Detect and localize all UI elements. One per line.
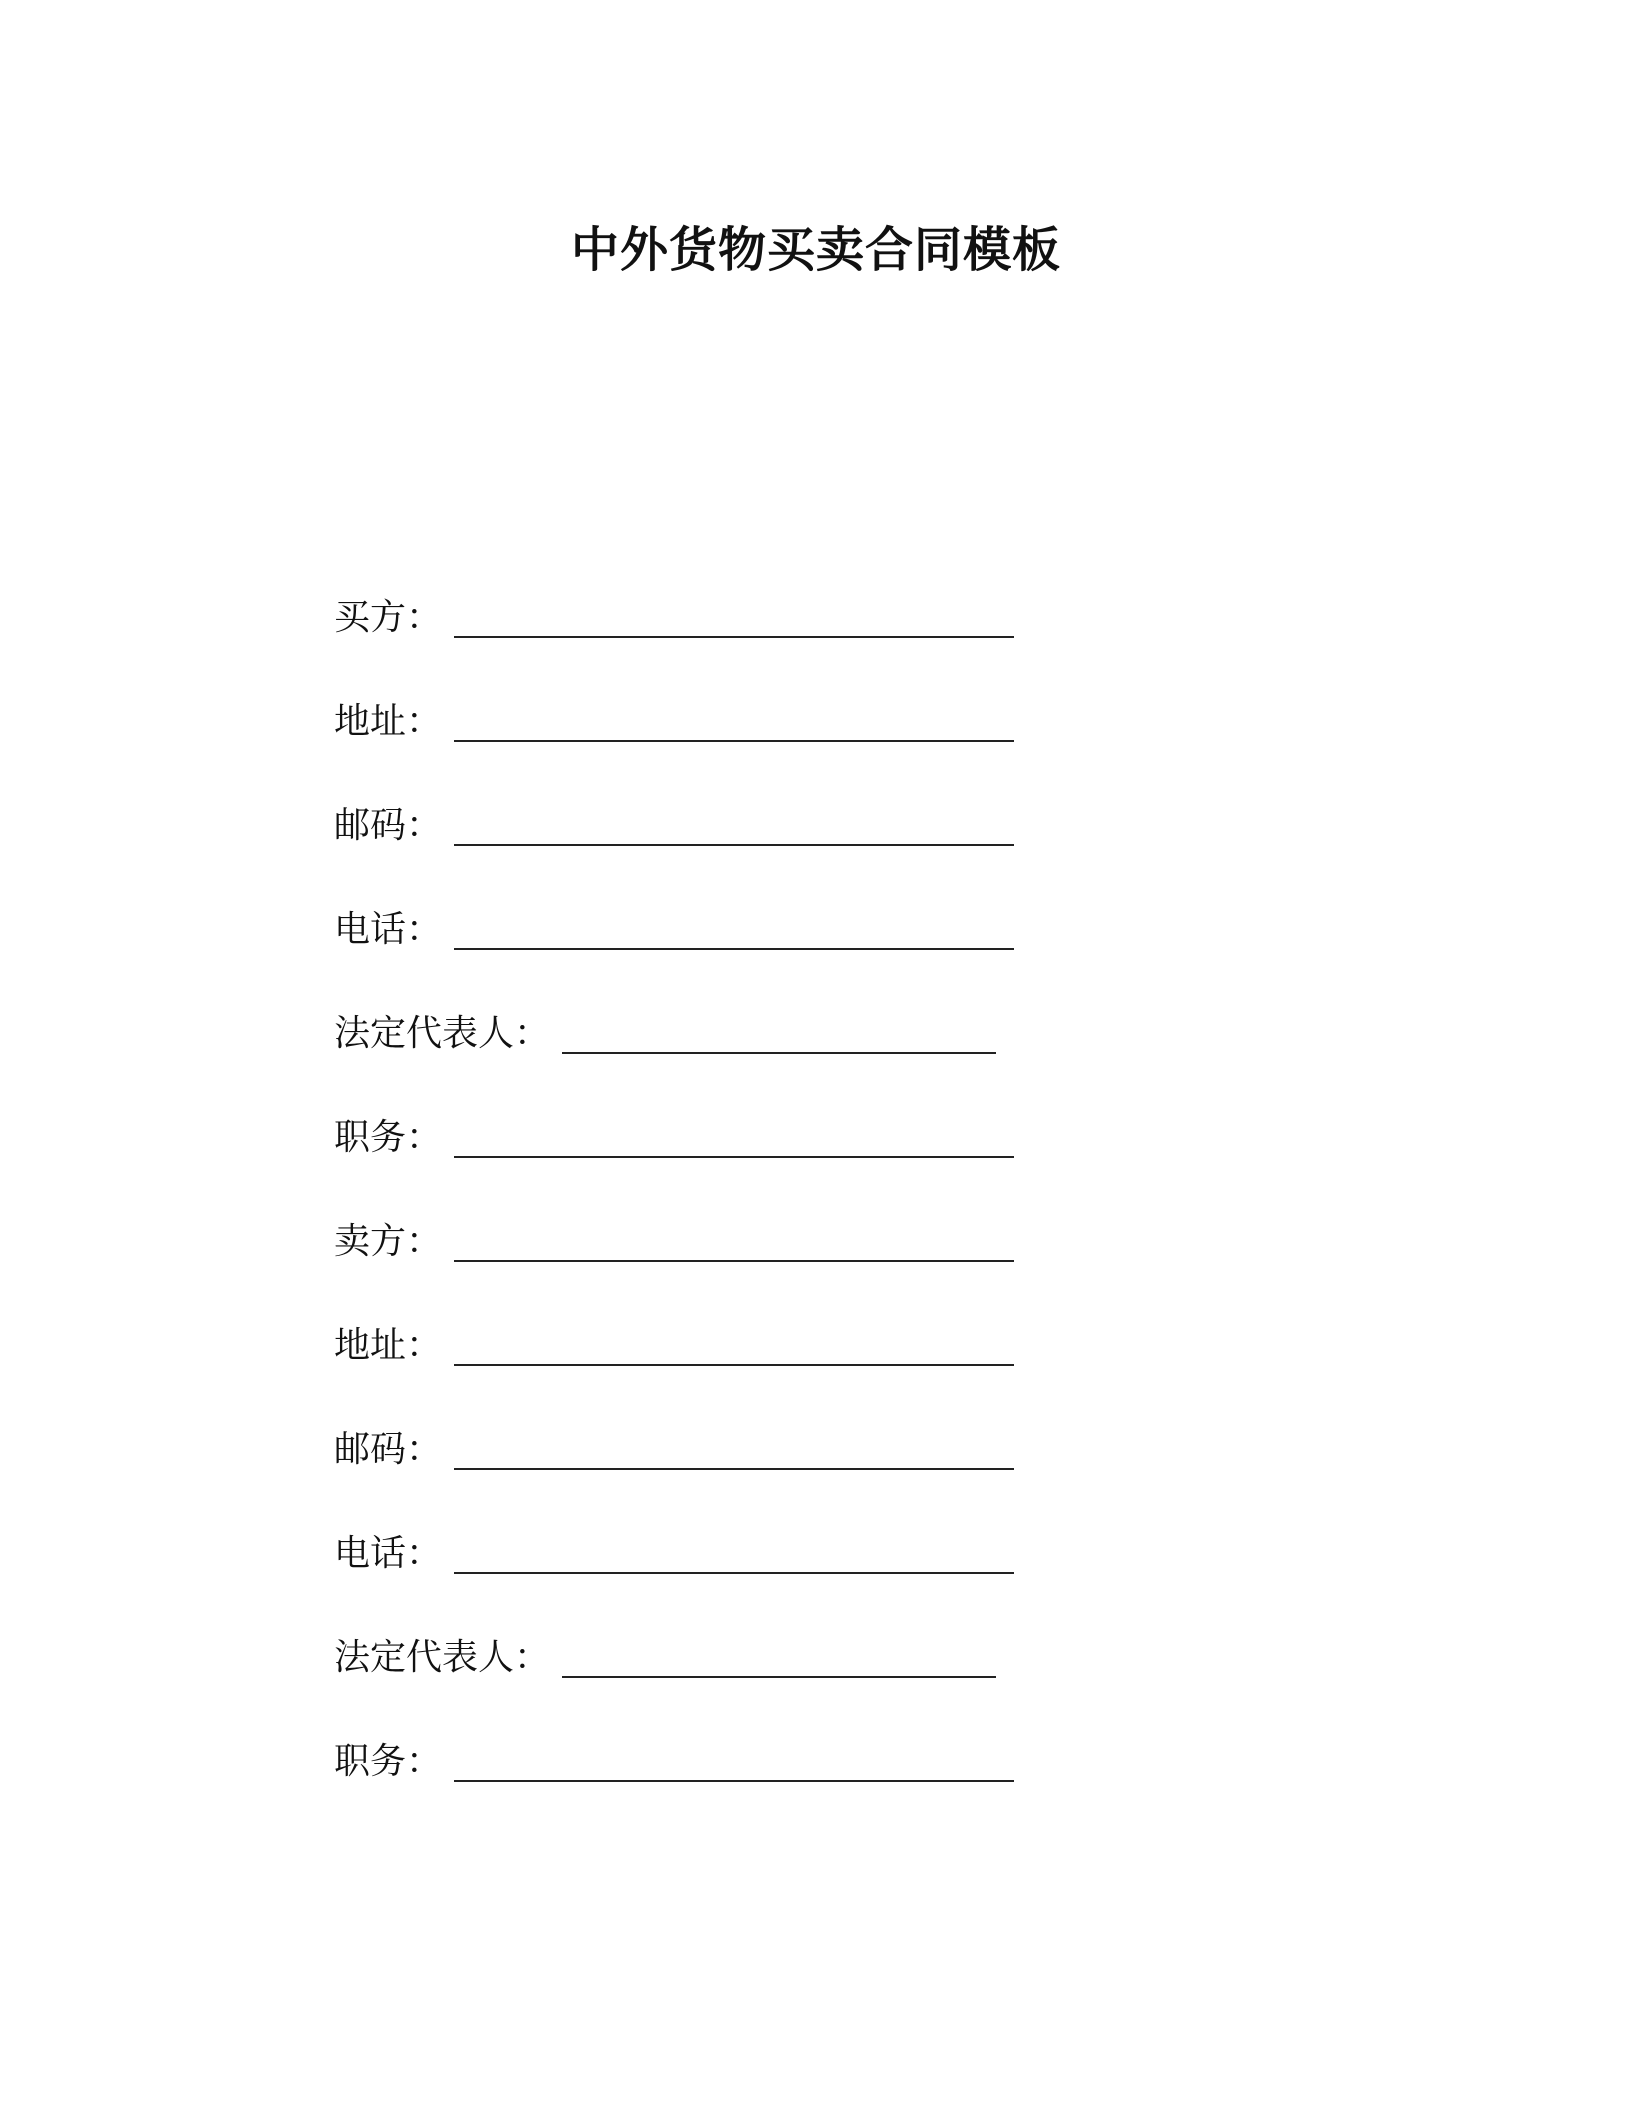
field-seller-phone [334,1528,1234,1632]
field-seller-legal-representative [334,1632,1234,1736]
field-label: 卖方 [334,1221,407,1262]
field-buyer-phone [334,904,1234,1008]
field-colon: ： [514,1637,551,1678]
field-colon: ： [406,1221,443,1262]
field-buyer-position [334,1112,1234,1216]
fill-in-blank[interactable] [562,1632,996,1678]
field-seller-address [334,1320,1234,1424]
field-colon: ： [406,805,443,846]
field-colon: ： [406,1533,443,1574]
field-buyer [334,592,1234,696]
field-colon: ： [514,1013,551,1054]
field-colon: ： [406,1741,443,1782]
field-label: 地址 [334,1325,407,1366]
fill-in-blank[interactable] [454,592,1014,638]
document-title: 中外货物买卖合同模板 [570,222,1061,278]
field-label: 电话 [334,1533,407,1574]
field-label: 地址 [334,701,407,742]
field-label: 邮码 [334,805,407,846]
field-colon: ： [406,1325,443,1366]
field-label: 职务 [334,1117,407,1158]
field-seller [334,1216,1234,1320]
fill-in-blank[interactable] [454,1736,1014,1782]
fill-in-blank[interactable] [454,696,1014,742]
fill-in-blank[interactable] [454,1320,1014,1366]
fill-in-blank[interactable] [454,1528,1014,1574]
field-seller-position [334,1736,1234,1840]
field-colon: ： [406,1117,443,1158]
field-buyer-legal-representative [334,1008,1234,1112]
fill-in-blank[interactable] [454,1216,1014,1262]
field-colon: ： [406,1429,443,1470]
party-fields [334,592,1234,1840]
field-colon: ： [406,909,443,950]
field-label: 邮码 [334,1429,407,1470]
field-label: 职务 [334,1741,407,1782]
field-label: 买方 [334,597,407,638]
fill-in-blank[interactable] [562,1008,996,1054]
field-buyer-postcode [334,800,1234,904]
field-seller-postcode [334,1424,1234,1528]
field-label: 法定代表人 [334,1637,515,1678]
field-label: 电话 [334,909,407,950]
fill-in-blank[interactable] [454,1112,1014,1158]
field-label: 法定代表人 [334,1013,515,1054]
field-buyer-address [334,696,1234,800]
field-colon: ： [406,701,443,742]
field-colon: ： [406,597,443,638]
fill-in-blank[interactable] [454,800,1014,846]
fill-in-blank[interactable] [454,904,1014,950]
fill-in-blank[interactable] [454,1424,1014,1470]
